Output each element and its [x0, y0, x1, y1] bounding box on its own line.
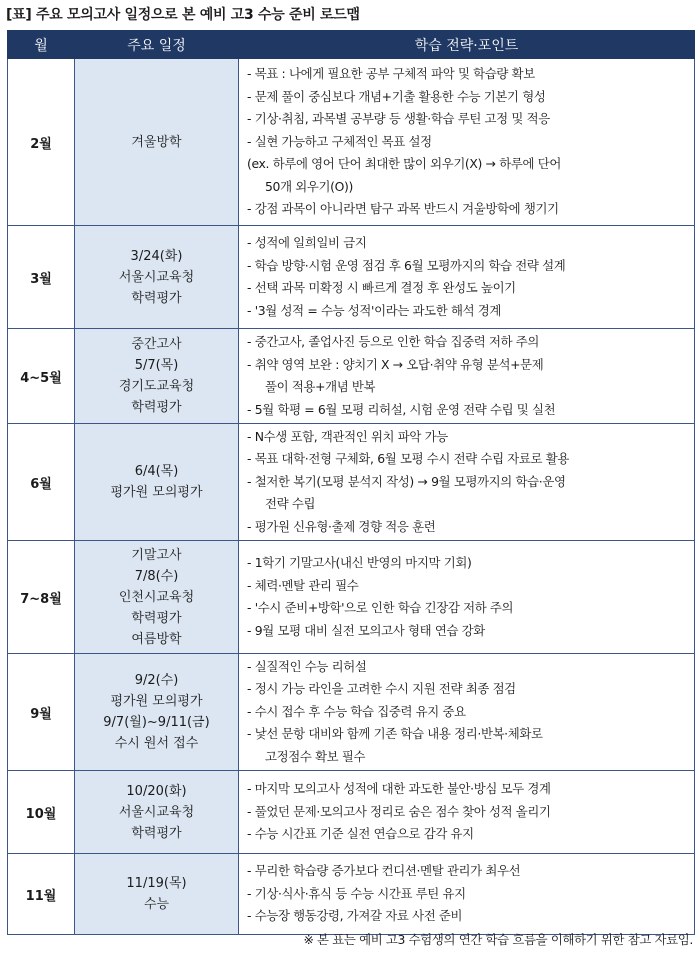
strategy-point: - 5월 학평 = 6월 모평 리허설, 시험 운영 전략 수립 및 실천 [247, 401, 556, 417]
roadmap-table [7, 30, 695, 935]
strategy-point: - 강점 과목이 아니라면 탐구 과목 반드시 겨울방학에 챙기기 [247, 201, 559, 217]
schedule-cell [75, 854, 239, 935]
schedule-cell [75, 226, 239, 329]
table-row [8, 226, 695, 329]
schedule-line: 6/4(목) [134, 464, 179, 479]
strategy-point: - 수능장 행동강령, 가져갈 자료 사전 준비 [247, 908, 463, 924]
schedule-line: 9/2(수) [134, 673, 179, 688]
month-cell: 6월 [8, 424, 75, 541]
strategy-point: - 문제 풀이 중심보다 개념+기출 활용한 수능 기본기 형성 [247, 88, 546, 104]
strategy-point: - 목표 대학·전형 구체화, 6월 모평 수시 전략 수립 자료로 활용 [247, 451, 569, 467]
strategy-cell [239, 541, 695, 654]
strategy-list [247, 656, 694, 769]
strategy-point: - 중간고사, 졸업사진 등으로 인한 학습 집중력 저하 주의 [247, 334, 540, 349]
schedule-cell [75, 541, 239, 654]
strategy-point: - '3월 성적 = 수능 성적'이라는 과도한 해석 경계 [247, 302, 502, 318]
strategy-point: - 실질적인 수능 리허설 [247, 658, 367, 674]
strategy-point: (ex. 하루에 영어 단어 최대한 많이 외우기(X) → 하루에 단어 [247, 156, 561, 172]
strategy-point: - 낯선 문항 대비와 함께 기존 학습 내용 정리·반복·체화로 [247, 726, 543, 742]
strategy-cell [239, 854, 695, 935]
schedule-line: 겨울방학 [131, 134, 182, 150]
schedule-line: 평가원 모의평가 [110, 694, 203, 709]
table-row [8, 654, 695, 771]
month-cell: 10월 [8, 771, 75, 854]
strategy-list [247, 860, 694, 928]
strategy-point: - 기상·식사·휴식 등 수능 시간표 루틴 유지 [247, 885, 466, 901]
strategy-point: - 취약 영역 보완 : 양치기 X → 오답·취약 유형 분석+문제 [247, 356, 544, 372]
schedule-line: 학력평가 [131, 610, 182, 626]
table-row [8, 771, 695, 854]
strategy-point: - 철저한 복기(모평 분석지 작성) → 9월 모평까지의 학습·운영 [247, 473, 566, 489]
schedule-line: 학력평가 [131, 825, 182, 841]
schedule-line: 5/7(목) [134, 358, 179, 373]
strategy-point: - 성적에 일희일비 금지 [247, 235, 367, 250]
table-row [8, 541, 695, 654]
strategy-point: - 목표 : 나에게 필요한 공부 구체적 파악 및 학습량 확보 [247, 66, 535, 82]
schedule-cell [75, 424, 239, 541]
table-row [8, 854, 695, 935]
header-schedule: 주요 일정 [75, 31, 239, 59]
footnote: ※ 본 표는 예비 고3 수험생의 연간 학습 흐름을 이해하기 위한 참고 자료임. [303, 932, 693, 947]
schedule-line: 평가원 모의평가 [110, 485, 203, 500]
schedule-line: 수능 [143, 897, 170, 912]
schedule-line: 여름방학 [131, 631, 182, 647]
strategy-point: 풀이 적용+개념 반복 [265, 379, 376, 394]
schedule-line: 학력평가 [131, 290, 182, 306]
strategy-point: 고정점수 확보 필수 [265, 748, 366, 764]
strategy-list [247, 331, 694, 421]
schedule-line: 경기도교육청 [118, 379, 195, 394]
month-cell: 7~8월 [8, 541, 75, 654]
table-row [8, 59, 695, 226]
strategy-point: - 정시 가능 라인을 고려한 수시 지원 전략 최종 점검 [247, 681, 516, 697]
month-cell: 11월 [8, 854, 75, 935]
strategy-point: - '수시 준비+방학'으로 인한 학습 긴장감 저하 주의 [247, 600, 514, 615]
strategy-list [247, 63, 694, 221]
month-cell: 2월 [8, 59, 75, 226]
schedule-line: 인천시교육청 [118, 589, 195, 605]
schedule-line: 7/8(수) [134, 568, 179, 584]
strategy-point: - 학습 방향·시험 운영 점검 후 6월 모평까지의 학습 전략 설계 [247, 257, 566, 273]
month-cell: 3월 [8, 226, 75, 329]
header-month: 월 [8, 31, 75, 59]
strategy-point: - 9월 모평 대비 실전 모의고사 형태 연습 강화 [247, 622, 485, 638]
strategy-cell [239, 771, 695, 854]
schedule-cell [75, 654, 239, 771]
table-row [8, 329, 695, 424]
strategy-point: - 마지막 모의고사 성적에 대한 과도한 불안·방심 모두 경계 [247, 781, 551, 797]
schedule-line: 9/7(월)~9/11(금) [103, 715, 210, 730]
schedule-line: 11/19(목) [126, 876, 187, 891]
schedule-line: 10/20(화) [126, 783, 187, 799]
month-cell: 4~5월 [8, 329, 75, 424]
strategy-point: - 수능 시간표 기준 실전 연습으로 감각 유지 [247, 826, 474, 842]
month-cell: 9월 [8, 654, 75, 771]
schedule-line: 3/24(화) [130, 248, 183, 264]
schedule-line: 학력평가 [131, 400, 182, 415]
strategy-point: 50개 외우기(O)) [265, 178, 353, 194]
strategy-list [247, 232, 694, 322]
strategy-point: 전략 수립 [265, 496, 316, 512]
strategy-list [247, 426, 694, 539]
strategy-point: - 수시 접수 후 수능 학습 집중력 유지 중요 [247, 703, 466, 719]
strategy-point: - 기상·취침, 과목별 공부량 등 생활·학습 루틴 고정 및 적응 [247, 111, 550, 127]
strategy-point: - 무리한 학습량 증가보다 컨디션·멘탈 관리가 최우선 [247, 863, 521, 879]
schedule-line: 서울시교육청 [118, 269, 195, 285]
strategy-list [247, 778, 694, 846]
table-row [8, 424, 695, 541]
strategy-cell [239, 59, 695, 226]
strategy-point: - 체력·멘탈 관리 필수 [247, 577, 359, 593]
header-strategy: 학습 전략·포인트 [239, 31, 695, 59]
strategy-list [247, 552, 694, 642]
schedule-line: 중간고사 [131, 337, 182, 352]
strategy-cell [239, 226, 695, 329]
strategy-point: - N수생 포함, 객관적인 위치 파악 가능 [247, 428, 448, 444]
strategy-point: - 평가원 신유형·출제 경향 적응 훈련 [247, 518, 436, 534]
strategy-point: - 풀었던 문제·모의고사 정리로 숨은 점수 찾아 성적 올리기 [247, 803, 551, 819]
header-row [8, 31, 695, 59]
strategy-point: - 실현 가능하고 구체적인 목표 설정 [247, 133, 432, 149]
schedule-line: 기말고사 [131, 547, 182, 563]
strategy-point: - 선택 과목 미확정 시 빠르게 결정 후 완성도 높이기 [247, 280, 516, 295]
schedule-cell [75, 771, 239, 854]
strategy-cell [239, 654, 695, 771]
schedule-cell [75, 329, 239, 424]
strategy-cell [239, 329, 695, 424]
strategy-point: - 1학기 기말고사(내신 반영의 마지막 기회) [247, 555, 472, 570]
schedule-line: 서울시교육청 [118, 804, 195, 820]
schedule-cell [75, 59, 239, 226]
strategy-cell [239, 424, 695, 541]
table-title: [표] 주요 모의고사 일정으로 본 예비 고3 수능 준비 로드맵 [6, 7, 360, 23]
schedule-line: 수시 원서 접수 [114, 736, 199, 751]
